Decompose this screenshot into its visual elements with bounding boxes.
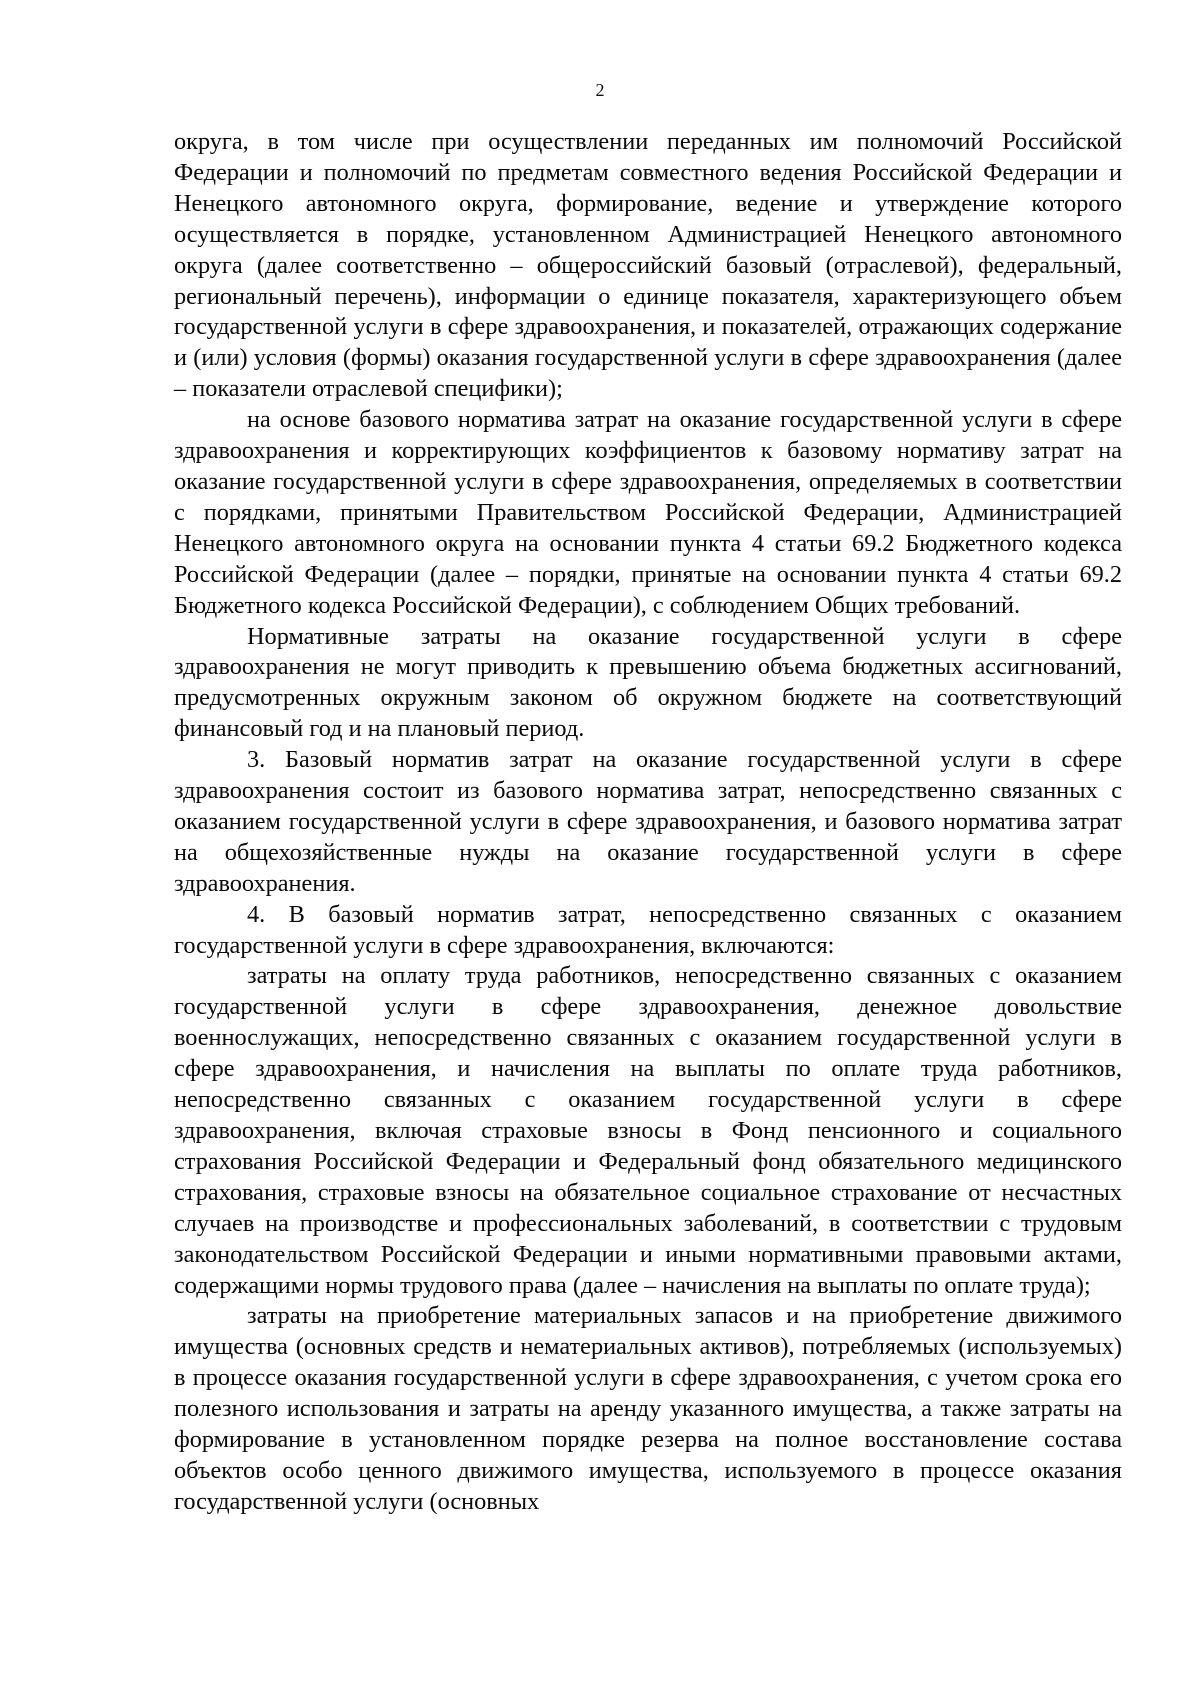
page-number: 2 [595,80,605,100]
paragraph-item-4: 4. В базовый норматив затрат, непосредственно связанных с оказанием государственной услуги в сфере здравоохранения, включаются: [174,900,1122,959]
paragraph-material-costs: затраты на приобретение материальных запасов и на приобретение движимого имущества (основных средств и нематериальных активов), потребляемых (используемых) в процессе оказания государственной услуги в сфере здравоохранения, с учетом срока его полезного использования и затраты на аренду указанного имущества, а также затраты на формирование в установленном порядке резерва на полное восстановление состава объектов особо ценного движимого имущества, используемого в процессе оказания государственной услуги (основных [174,1302,1122,1515]
paragraph-basis: на основе базового норматива затрат на оказание государственной услуги в сфере здравоохранения и корректирующих коэффициентов к базовому нормативу затрат на оказание государственной услуги в сфере здравоохранения, определяемых в соответствии с порядками, принятыми Правительством Российской Федерации, Администрацией Ненецкого автономного округа на основании пункта 4 статьи 69.2 Бюджетного кодекса Российской Федерации (далее – порядки, принятые на основании пункта 4 статьи 69.2 Бюджетного кодекса Российской Федерации), с соблюдением Общих требований. [174,406,1122,619]
paragraph-continuation: округа, в том числе при осуществлении переданных им полномочий Российской Федерации и полномочий по предметам совместного ведения Российской Федерации и Ненецкого автономного округа, формирование, ведение и утверждение которого осуществляется в порядке, установленном Администрацией Ненецкого автономного округа (далее соответственно – общероссийский базовый (отраслевой), федеральный, региональный перечень), информации о единице показателя, характеризующего объем государственной услуги в сфере здравоохранения, и показателей, отражающих содержание и (или) условия (формы) оказания государственной услуги в сфере здравоохранения (далее – показатели отраслевой специфики); [174,128,1122,403]
document-body [174,127,1122,1518]
paragraph-labor-costs: затраты на оплату труда работников, непосредственно связанных с оказанием государственной услуги в сфере здравоохранения, денежное довольствие военнослужащих, непосредственно связанных с оказанием государственной услуги в сфере здравоохранения, и начисления на выплаты по оплате труда работников, непосредственно связанных с оказанием государственной услуги в сфере здравоохранения, включая страховые взносы в Фонд пенсионного и социального страхования Российской Федерации и Федеральный фонд обязательного медицинского страхования, страховые взносы на обязательное социальное страхование от несчастных случаев на производстве и профессиональных заболеваний, в соответствии с трудовым законодательством Российской Федерации и иными нормативными правовыми актами, содержащими нормы трудового права (далее – начисления на выплаты по оплате труда); [174,962,1122,1299]
paragraph-normative-costs: Нормативные затраты на оказание государственной услуги в сфере здравоохранения не могут приводить к превышению объема бюджетных ассигнований, предусмотренных окружным законом об окружном бюджете на соответствующий финансовый год и на плановый период. [174,622,1122,743]
paragraph-item-3: 3. Базовый норматив затрат на оказание государственной услуги в сфере здравоохранения состоит из базового норматива затрат, непосредственно связанных с оказанием государственной услуги в сфере здравоохранения, и базового норматива затрат на общехозяйственные нужды на оказание государственной услуги в сфере здравоохранения. [174,746,1122,897]
